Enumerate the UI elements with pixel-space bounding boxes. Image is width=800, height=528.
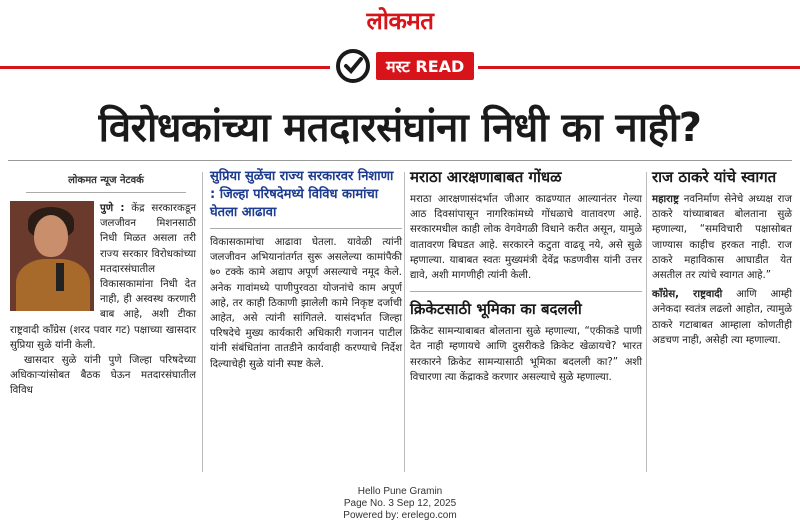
column-divider: [404, 172, 405, 472]
story-maratha-reservation: [410, 168, 642, 385]
powered-by-link[interactable]: Powered by: erelego.com: [343, 510, 457, 521]
lead-story: [10, 168, 196, 399]
lead-word: काँग्रेस, राष्ट्रवादी: [652, 289, 723, 301]
edition-name: Hello Pune Gramin: [357, 486, 443, 497]
supriya-sule-photo: [10, 201, 94, 311]
lead-paragraph: केंद्र सरकारकडून जलजीवन मिशनसाठी निधी मिळत असला तरी राज्य सरकार विरोधकांच्या मतदारसंघातील विकासकामांना निधी देत नाही, ही अस्वस्थ करणारी बाब आहे, अशी टीका राष्ट्रवादी काँग्रेस (शरद पवार गट) पक्षाच्या खासदार सुप्रिया सुळे यांनी केली.: [10, 203, 196, 351]
story-body: क्रिकेट सामन्याबाबत बोलताना सुळे म्हणाल्या, “एकीकडे पाणी देत नाही म्हणायचे आणि दुसरीकडे क्रिकेट खेळायचे? भारत सरकारने क्रिकेट सामन्यासाठी भूमिका बदलली का?” अशी विचारणा त्या केंद्राकडे करणार असल्याचे सुळे म्हणाल्या.: [410, 326, 642, 383]
story-heading: राज ठाकरे यांचे स्वागत: [652, 168, 777, 186]
story-heading: सुप्रिया सुळेंचा राज्य सरकारवर निशाणा : जिल्हा परिषदेमध्ये विविध कामांचा घेतला आढावा: [210, 169, 394, 220]
must-read-badge: [336, 48, 476, 84]
must-read-band: [0, 46, 800, 86]
lead-word: महाराष्ट्र: [652, 194, 679, 205]
lokmat-logo: लोकमत: [366, 7, 434, 35]
page-footer: [0, 486, 800, 522]
column-divider: [646, 172, 647, 472]
byline: लोकमत न्यूज नेटवर्क: [26, 172, 186, 193]
must-read-label: मस्ट READ: [376, 52, 474, 80]
story-body: विकासकामांचा आढावा घेतला. यावेळी त्यांनी जलजीवन अभियानांतर्गत सुरू असलेल्या कामांपैकी ७० टक्के कामे अद्याप अपूर्ण असल्याचे नमूद केले. अनेक गावांमध्ये पाणीपुरवठा योजनांचे काम अपूर्ण आहे, तर काही ठिकाणी झालेली कामे निकृष्ट दर्जाची आहेत, असे त्यांनी सांगितले. यासंदर्भात जिल्हा परिषदेचे मुख्य कार्यकारी अधिकारी गजानन पाटील यांनी संबंधितांना तातडीने कार्यवाही करण्याचे निर्देश दिल्याचेही सुळे यांनी स्पष्ट केले.: [210, 228, 402, 372]
story-paragraph: नवनिर्माण सेनेचे अध्यक्ष राज ठाकरे यांच्याबाबत बोलताना सुळे म्हणाल्या, “समविचारी पक्षासोबत जाण्यास काहीच हरकत नाही. राज ठाकरे महाविकास आघाडीत येत असतील तर त्यांचे स्वागत आहे.”: [652, 194, 792, 282]
story-body: [652, 192, 792, 283]
story-sule-review: [210, 168, 402, 372]
story-paragraph: आणि आम्ही अनेकदा स्वतंत्र लढलो आहोत, त्यामुळे ठाकरे गटाबाबत आम्हाला कोणतीही अडचण नाही, असेही त्या म्हणाल्या.: [652, 289, 792, 346]
divider: [410, 291, 642, 292]
story-heading: क्रिकेटसाठी भूमिका का बदलली: [410, 300, 582, 319]
story-raj-thackeray: [652, 168, 792, 348]
page-date: Page No. 3 Sep 12, 2025: [343, 498, 457, 509]
check-circle-icon: [336, 49, 370, 83]
divider: [8, 160, 792, 161]
story-body: मराठा आरक्षणासंदर्भात जीआर काढण्यात आल्यानंतर गेल्या आठ दिवसांपासून नागरिकांमध्ये गोंधळाचे वातावरण आहे. सरकारमधील काही लोक वेगवेगळी विधाने करीत असून, यामुळे वातावरण बिघडत आहे. सरकारने कटुता वाढवू नये, असे सुळे म्हणाल्या. याबाबत स्वतः मुख्यमंत्री देवेंद्र फडणवीस यांनी उत्तर द्यावे, अशी मागणीही त्यांनी केली.: [410, 194, 642, 282]
masthead: [0, 4, 800, 37]
lead-paragraph-2: खासदार सुळे यांनी पुणे जिल्हा परिषदेच्या अधिकाऱ्यांसोबत बैठक घेऊन मतदारसंघातील विविध: [10, 355, 196, 397]
dateline: पुणे :: [100, 203, 125, 214]
story-heading: मराठा आरक्षणाबाबत गोंधळ: [410, 168, 562, 186]
lead-story-body: [10, 201, 196, 399]
divider: [0, 66, 330, 69]
divider: [478, 66, 800, 69]
story-body-2: [652, 287, 792, 348]
column-divider: [202, 172, 203, 472]
page-headline: विरोधकांच्या मतदारसंघांना निधी का नाही?: [98, 105, 702, 151]
